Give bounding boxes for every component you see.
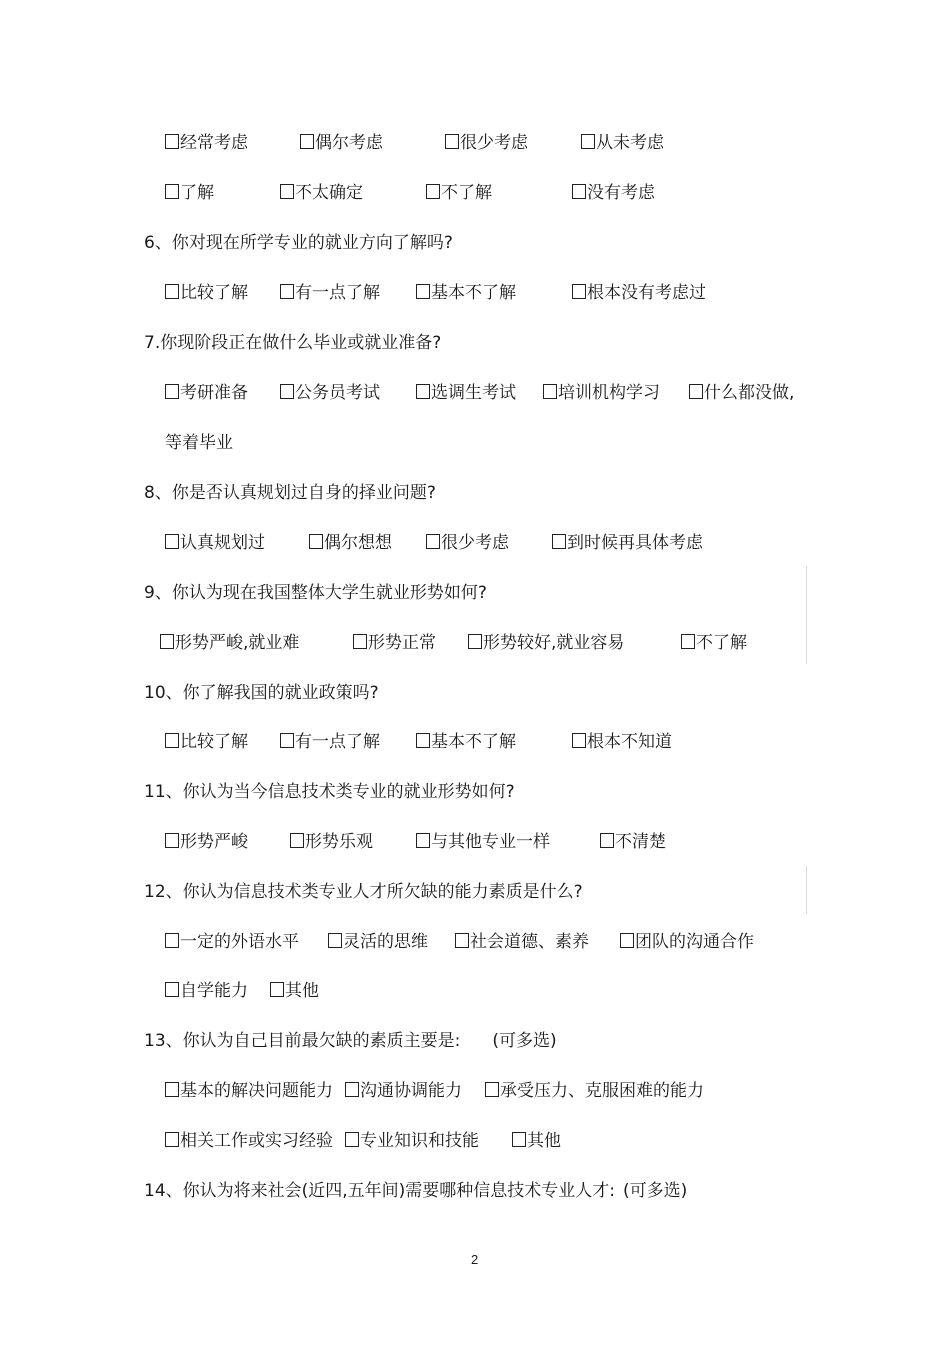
option-checkbox[interactable]: 不了解 <box>426 182 492 204</box>
option-checkbox[interactable]: 有一点了解 <box>280 282 380 304</box>
question-10: 10、你了解我国的就业政策吗? <box>144 683 379 703</box>
option-checkbox[interactable]: 公务员考试 <box>280 382 380 404</box>
option-checkbox[interactable]: 不太确定 <box>280 182 363 204</box>
question-8: 8、你是否认真规划过自身的择业问题? <box>144 483 436 503</box>
option-checkbox[interactable]: 考研准备 <box>165 382 248 404</box>
option-checkbox[interactable]: 基本不了解 <box>416 282 516 304</box>
option-checkbox[interactable]: 相关工作或实习经验 <box>165 1130 333 1152</box>
option-checkbox[interactable]: 有一点了解 <box>280 731 380 753</box>
option-checkbox[interactable]: 了解 <box>165 182 214 204</box>
option-checkbox[interactable]: 比较了解 <box>165 731 248 753</box>
option-checkbox[interactable]: 自学能力 <box>165 980 248 1002</box>
option-checkbox[interactable]: 基本不了解 <box>416 731 516 753</box>
option-checkbox[interactable]: 不清楚 <box>600 831 666 853</box>
option-checkbox[interactable]: 团队的沟通合作 <box>620 931 754 953</box>
option-continuation: 等着毕业 <box>165 433 233 453</box>
option-checkbox[interactable]: 灵活的思维 <box>328 931 428 953</box>
option-checkbox[interactable]: 选调生考试 <box>416 382 516 404</box>
table-border <box>806 866 807 914</box>
option-checkbox[interactable]: 其他 <box>270 980 319 1002</box>
option-checkbox[interactable]: 社会道德、素养 <box>455 931 589 953</box>
option-checkbox[interactable]: 很少考虑 <box>426 532 509 554</box>
question-14 <box>144 1180 687 1202</box>
multi-select-note: (可多选) <box>623 1181 688 1201</box>
question-6: 6、你对现在所学专业的就业方向了解吗? <box>144 233 453 253</box>
option-checkbox[interactable]: 与其他专业一样 <box>416 831 550 853</box>
question-7: 7.你现阶段正在做什么毕业或就业准备? <box>144 333 442 353</box>
option-checkbox[interactable]: 形势严峻,就业难 <box>160 632 299 654</box>
option-checkbox[interactable]: 承受压力、克服困难的能力 <box>485 1080 704 1102</box>
table-border <box>806 566 807 664</box>
option-checkbox[interactable]: 形势较好,就业容易 <box>468 632 624 654</box>
option-checkbox[interactable]: 沟通协调能力 <box>345 1080 462 1102</box>
option-checkbox[interactable]: 认真规划过 <box>165 532 265 554</box>
option-checkbox[interactable]: 形势严峻 <box>165 831 248 853</box>
multi-select-note: (可多选) <box>492 1031 557 1051</box>
page-number: 2 <box>471 1252 479 1267</box>
option-checkbox[interactable]: 专业知识和技能 <box>345 1130 479 1152</box>
question-13 <box>144 1030 557 1052</box>
option-checkbox[interactable]: 不了解 <box>681 632 747 654</box>
question-12: 12、你认为信息技术类专业人才所欠缺的能力素质是什么? <box>144 882 583 902</box>
option-checkbox[interactable]: 基本的解决问题能力 <box>165 1080 333 1102</box>
option-checkbox[interactable]: 根本不知道 <box>572 731 672 753</box>
question-text: 14、你认为将来社会(近四,五年间)需要哪种信息技术专业人才: <box>144 1181 616 1201</box>
question-9: 9、你认为现在我国整体大学生就业形势如何? <box>144 583 487 603</box>
option-checkbox[interactable]: 到时候再具体考虑 <box>552 532 703 554</box>
option-checkbox[interactable]: 经常考虑 <box>165 132 248 154</box>
option-checkbox[interactable]: 偶尔想想 <box>309 532 392 554</box>
option-checkbox[interactable]: 根本没有考虑过 <box>572 282 706 304</box>
option-checkbox[interactable]: 偶尔考虑 <box>300 132 383 154</box>
option-checkbox[interactable]: 形势乐观 <box>290 831 373 853</box>
option-checkbox[interactable]: 培训机构学习 <box>543 382 660 404</box>
option-checkbox[interactable]: 其他 <box>512 1130 561 1152</box>
question-11: 11、你认为当今信息技术类专业的就业形势如何? <box>144 782 515 802</box>
question-text: 13、你认为自己目前最欠缺的素质主要是: <box>144 1031 461 1051</box>
option-checkbox[interactable]: 一定的外语水平 <box>165 931 299 953</box>
option-checkbox[interactable]: 没有考虑 <box>572 182 655 204</box>
option-checkbox[interactable]: 比较了解 <box>165 282 248 304</box>
option-checkbox[interactable]: 什么都没做, <box>689 382 794 404</box>
option-checkbox[interactable]: 从未考虑 <box>581 132 664 154</box>
option-checkbox[interactable]: 形势正常 <box>353 632 436 654</box>
option-checkbox[interactable]: 很少考虑 <box>445 132 528 154</box>
